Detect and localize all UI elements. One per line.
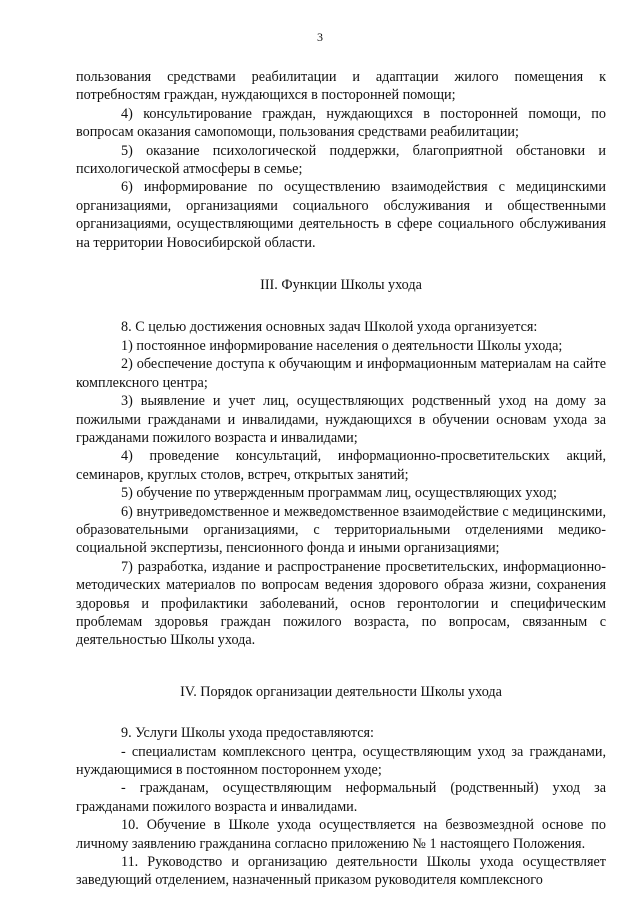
paragraph: 5) оказание психологической поддержки, благоприятной обстановки и психологической атмосферы в семье; [76,142,606,178]
page-number: 3 [317,30,323,44]
document-body [76,68,606,890]
paragraph: - гражданам, осуществляющим неформальный (родственный) уход за гражданами пожилого возраста и инвалидами. [76,780,606,815]
paragraph: 9. Услуги Школы ухода предоставляются: [121,725,374,742]
paragraph: 4) консультирование граждан, нуждающихся в посторонней помощи, по вопросам оказания самопомощи, пользования средствами реабилитации; [76,105,606,141]
paragraph: 4) проведение консультаций, информационно-просветительских акций, семинаров, круглых столов, встреч, открытых занятий; [76,448,606,483]
section-heading: IV. Порядок организации деятельности Школы ухода [180,683,502,700]
paragraph: 8. С целью достижения основных задач Школой ухода организуется: [121,319,538,336]
paragraph: 11. Руководство и организацию деятельности Школы ухода осуществляет заведующий отделением, назначенный приказом руководителя комплексного [76,854,606,889]
paragraph: 1) постоянное информирование населения о деятельности Школы ухода; [121,337,563,354]
paragraph: 6) внутриведомственное и межведомственное взаимодействие с медицинскими, образовательными организациями, с территориальными отделениями медико-социальной экспертизы, пенсионного фонда и иными организациями; [76,503,606,557]
paragraph: 3) выявление и учет лиц, осуществляющих родственный уход на дому за пожилыми гражданами и инвалидами, нуждающихся в обучении основам ухода за гражданами пожилого возраста и инвалидами; [76,393,606,446]
paragraph: 5) обучение по утвержденным программам лиц, осуществляющих уход; [121,485,557,502]
section-heading: III. Функции Школы ухода [260,277,422,294]
paragraph: пользования средствами реабилитации и адаптации жилого помещения к потребностям граждан, нуждающихся в посторонней помощи; [76,69,606,104]
paragraph: - специалистам комплексного центра, осуществляющим уход за гражданами, нуждающимися в постоянном постороннем уходе; [76,743,606,778]
paragraph: 10. Обучение в Школе ухода осуществляется на безвозмездной основе по личному заявлению гражданина согласно приложению № 1 настоящего Положения. [76,817,606,852]
paragraph: 2) обеспечение доступа к обучающим и информационным материалам на сайте комплексного центра; [76,356,606,391]
paragraph: 7) разработка, издание и распространение просветительских, информационно-методических материалов по вопросам ведения здорового образа жизни, сохранения здоровья и профилактики заболеваний, основ геронтологии и специфическим проблемам здоровья граждан пожилого возраста, по вопросам, связанным с деятельностью Школы ухода. [76,558,606,649]
paragraph: 6) информирование по осуществлению взаимодействия с медицинскими организациями, организациями социального обслуживания и общественными организациями, осуществляющими деятельность в сфере социального обслуживания на территории Новосибирской области. [76,179,606,251]
